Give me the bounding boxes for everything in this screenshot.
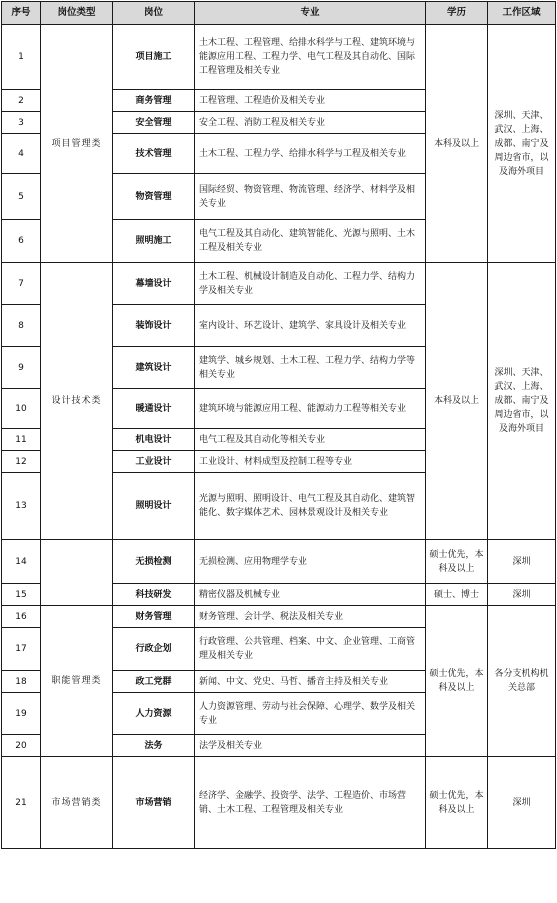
major-text: 电气工程及其自动化、建筑智能化、光源与照明、土木工程及相关专业	[195, 220, 426, 263]
major-text: 国际经贸、物资管理、物流管理、经济学、材料学及相关专业	[195, 174, 426, 220]
education-group-1: 本科及以上	[426, 25, 488, 263]
position-name: 幕墙设计	[113, 263, 195, 305]
position-name: 装饰设计	[113, 305, 195, 347]
major-text: 法学及相关专业	[195, 735, 426, 757]
region-value: 深圳	[488, 757, 556, 849]
position-name: 照明施工	[113, 220, 195, 263]
position-name: 项目施工	[113, 25, 195, 90]
table-row	[2, 757, 556, 849]
major-text: 经济学、金融学、投资学、法学、工程造价、市场营销、土木工程、工程管理及相关专业	[195, 757, 426, 849]
category-functional-management: 职能管理类	[41, 606, 113, 757]
row-no: 14	[2, 540, 41, 584]
row-no: 11	[2, 429, 41, 451]
row-no: 13	[2, 473, 41, 540]
major-text: 土木工程、工程管理、给排水科学与工程、建筑环境与能源应用工程、工程力学、电气工程及其自动化、国际工程管理及相关专业	[195, 25, 426, 90]
education-value: 硕士优先，本科及以上	[426, 540, 488, 584]
major-text: 财务管理、会计学、税法及相关专业	[195, 606, 426, 628]
row-no: 1	[2, 25, 41, 90]
header-row	[2, 2, 556, 25]
education-group-2: 本科及以上	[426, 263, 488, 540]
position-name: 法务	[113, 735, 195, 757]
major-text: 电气工程及其自动化等相关专业	[195, 429, 426, 451]
row-no: 15	[2, 584, 41, 606]
major-text: 人力资源管理、劳动与社会保障、心理学、数学及相关专业	[195, 693, 426, 735]
header-position: 岗位	[113, 2, 195, 25]
category-project-management: 项目管理类	[41, 25, 113, 263]
major-text: 安全工程、消防工程及相关专业	[195, 112, 426, 134]
position-name: 商务管理	[113, 90, 195, 112]
category-blank	[41, 540, 113, 606]
position-name: 机电设计	[113, 429, 195, 451]
table-row	[2, 606, 556, 628]
position-name: 行政企划	[113, 628, 195, 671]
recruitment-table	[1, 1, 556, 849]
row-no: 16	[2, 606, 41, 628]
major-text: 无损检测、应用物理学专业	[195, 540, 426, 584]
major-text: 室内设计、环艺设计、建筑学、家具设计及相关专业	[195, 305, 426, 347]
row-no: 18	[2, 671, 41, 693]
position-name: 政工党群	[113, 671, 195, 693]
row-no: 10	[2, 389, 41, 429]
position-name: 物资管理	[113, 174, 195, 220]
position-name: 工业设计	[113, 451, 195, 473]
row-no: 2	[2, 90, 41, 112]
region-group-2: 深圳、天津、武汉、上海、成都、南宁及周边省市，以及海外项目	[488, 263, 556, 540]
position-name: 暖通设计	[113, 389, 195, 429]
position-name: 技术管理	[113, 134, 195, 174]
header-major: 专业	[195, 2, 426, 25]
major-text: 行政管理、公共管理、档案、中文、企业管理、工商管理及相关专业	[195, 628, 426, 671]
region-group-3: 各分支机构机关总部	[488, 606, 556, 757]
region-group-1: 深圳、天津、武汉、上海、成都、南宁及周边省市，以及海外项目	[488, 25, 556, 263]
row-no: 17	[2, 628, 41, 671]
row-no: 21	[2, 757, 41, 849]
header-region: 工作区域	[488, 2, 556, 25]
position-name: 安全管理	[113, 112, 195, 134]
major-text: 建筑学、城乡规划、土木工程、工程力学、结构力学等相关专业	[195, 347, 426, 389]
row-no: 7	[2, 263, 41, 305]
row-no: 9	[2, 347, 41, 389]
table-row	[2, 25, 556, 90]
region-value: 深圳	[488, 540, 556, 584]
category-marketing: 市场营销类	[41, 757, 113, 849]
position-name: 建筑设计	[113, 347, 195, 389]
position-name: 人力资源	[113, 693, 195, 735]
row-no: 5	[2, 174, 41, 220]
table-row	[2, 263, 556, 305]
table-row	[2, 540, 556, 584]
position-name: 科技研发	[113, 584, 195, 606]
position-name: 照明设计	[113, 473, 195, 540]
education-value: 硕士优先，本科及以上	[426, 757, 488, 849]
major-text: 工程管理、工程造价及相关专业	[195, 90, 426, 112]
category-design-technology: 设计技术类	[41, 263, 113, 540]
major-text: 光源与照明、照明设计、电气工程及其自动化、建筑智能化、数字媒体艺术、园林景观设计及相关专业	[195, 473, 426, 540]
row-no: 4	[2, 134, 41, 174]
major-text: 新闻、中文、党史、马哲、播音主持及相关专业	[195, 671, 426, 693]
education-value: 硕士、博士	[426, 584, 488, 606]
header-no: 序号	[2, 2, 41, 25]
region-value: 深圳	[488, 584, 556, 606]
row-no: 19	[2, 693, 41, 735]
major-text: 土木工程、机械设计制造及自动化、工程力学、结构力学及相关专业	[195, 263, 426, 305]
major-text: 精密仪器及机械专业	[195, 584, 426, 606]
row-no: 8	[2, 305, 41, 347]
position-name: 无损检测	[113, 540, 195, 584]
major-text: 建筑环境与能源应用工程、能源动力工程等相关专业	[195, 389, 426, 429]
header-category: 岗位类型	[41, 2, 113, 25]
major-text: 工业设计、材料成型及控制工程等专业	[195, 451, 426, 473]
education-group-3: 硕士优先，本科及以上	[426, 606, 488, 757]
row-no: 20	[2, 735, 41, 757]
row-no: 3	[2, 112, 41, 134]
position-name: 市场营销	[113, 757, 195, 849]
position-name: 财务管理	[113, 606, 195, 628]
major-text: 土木工程、工程力学、给排水科学与工程及相关专业	[195, 134, 426, 174]
header-education: 学历	[426, 2, 488, 25]
row-no: 6	[2, 220, 41, 263]
row-no: 12	[2, 451, 41, 473]
